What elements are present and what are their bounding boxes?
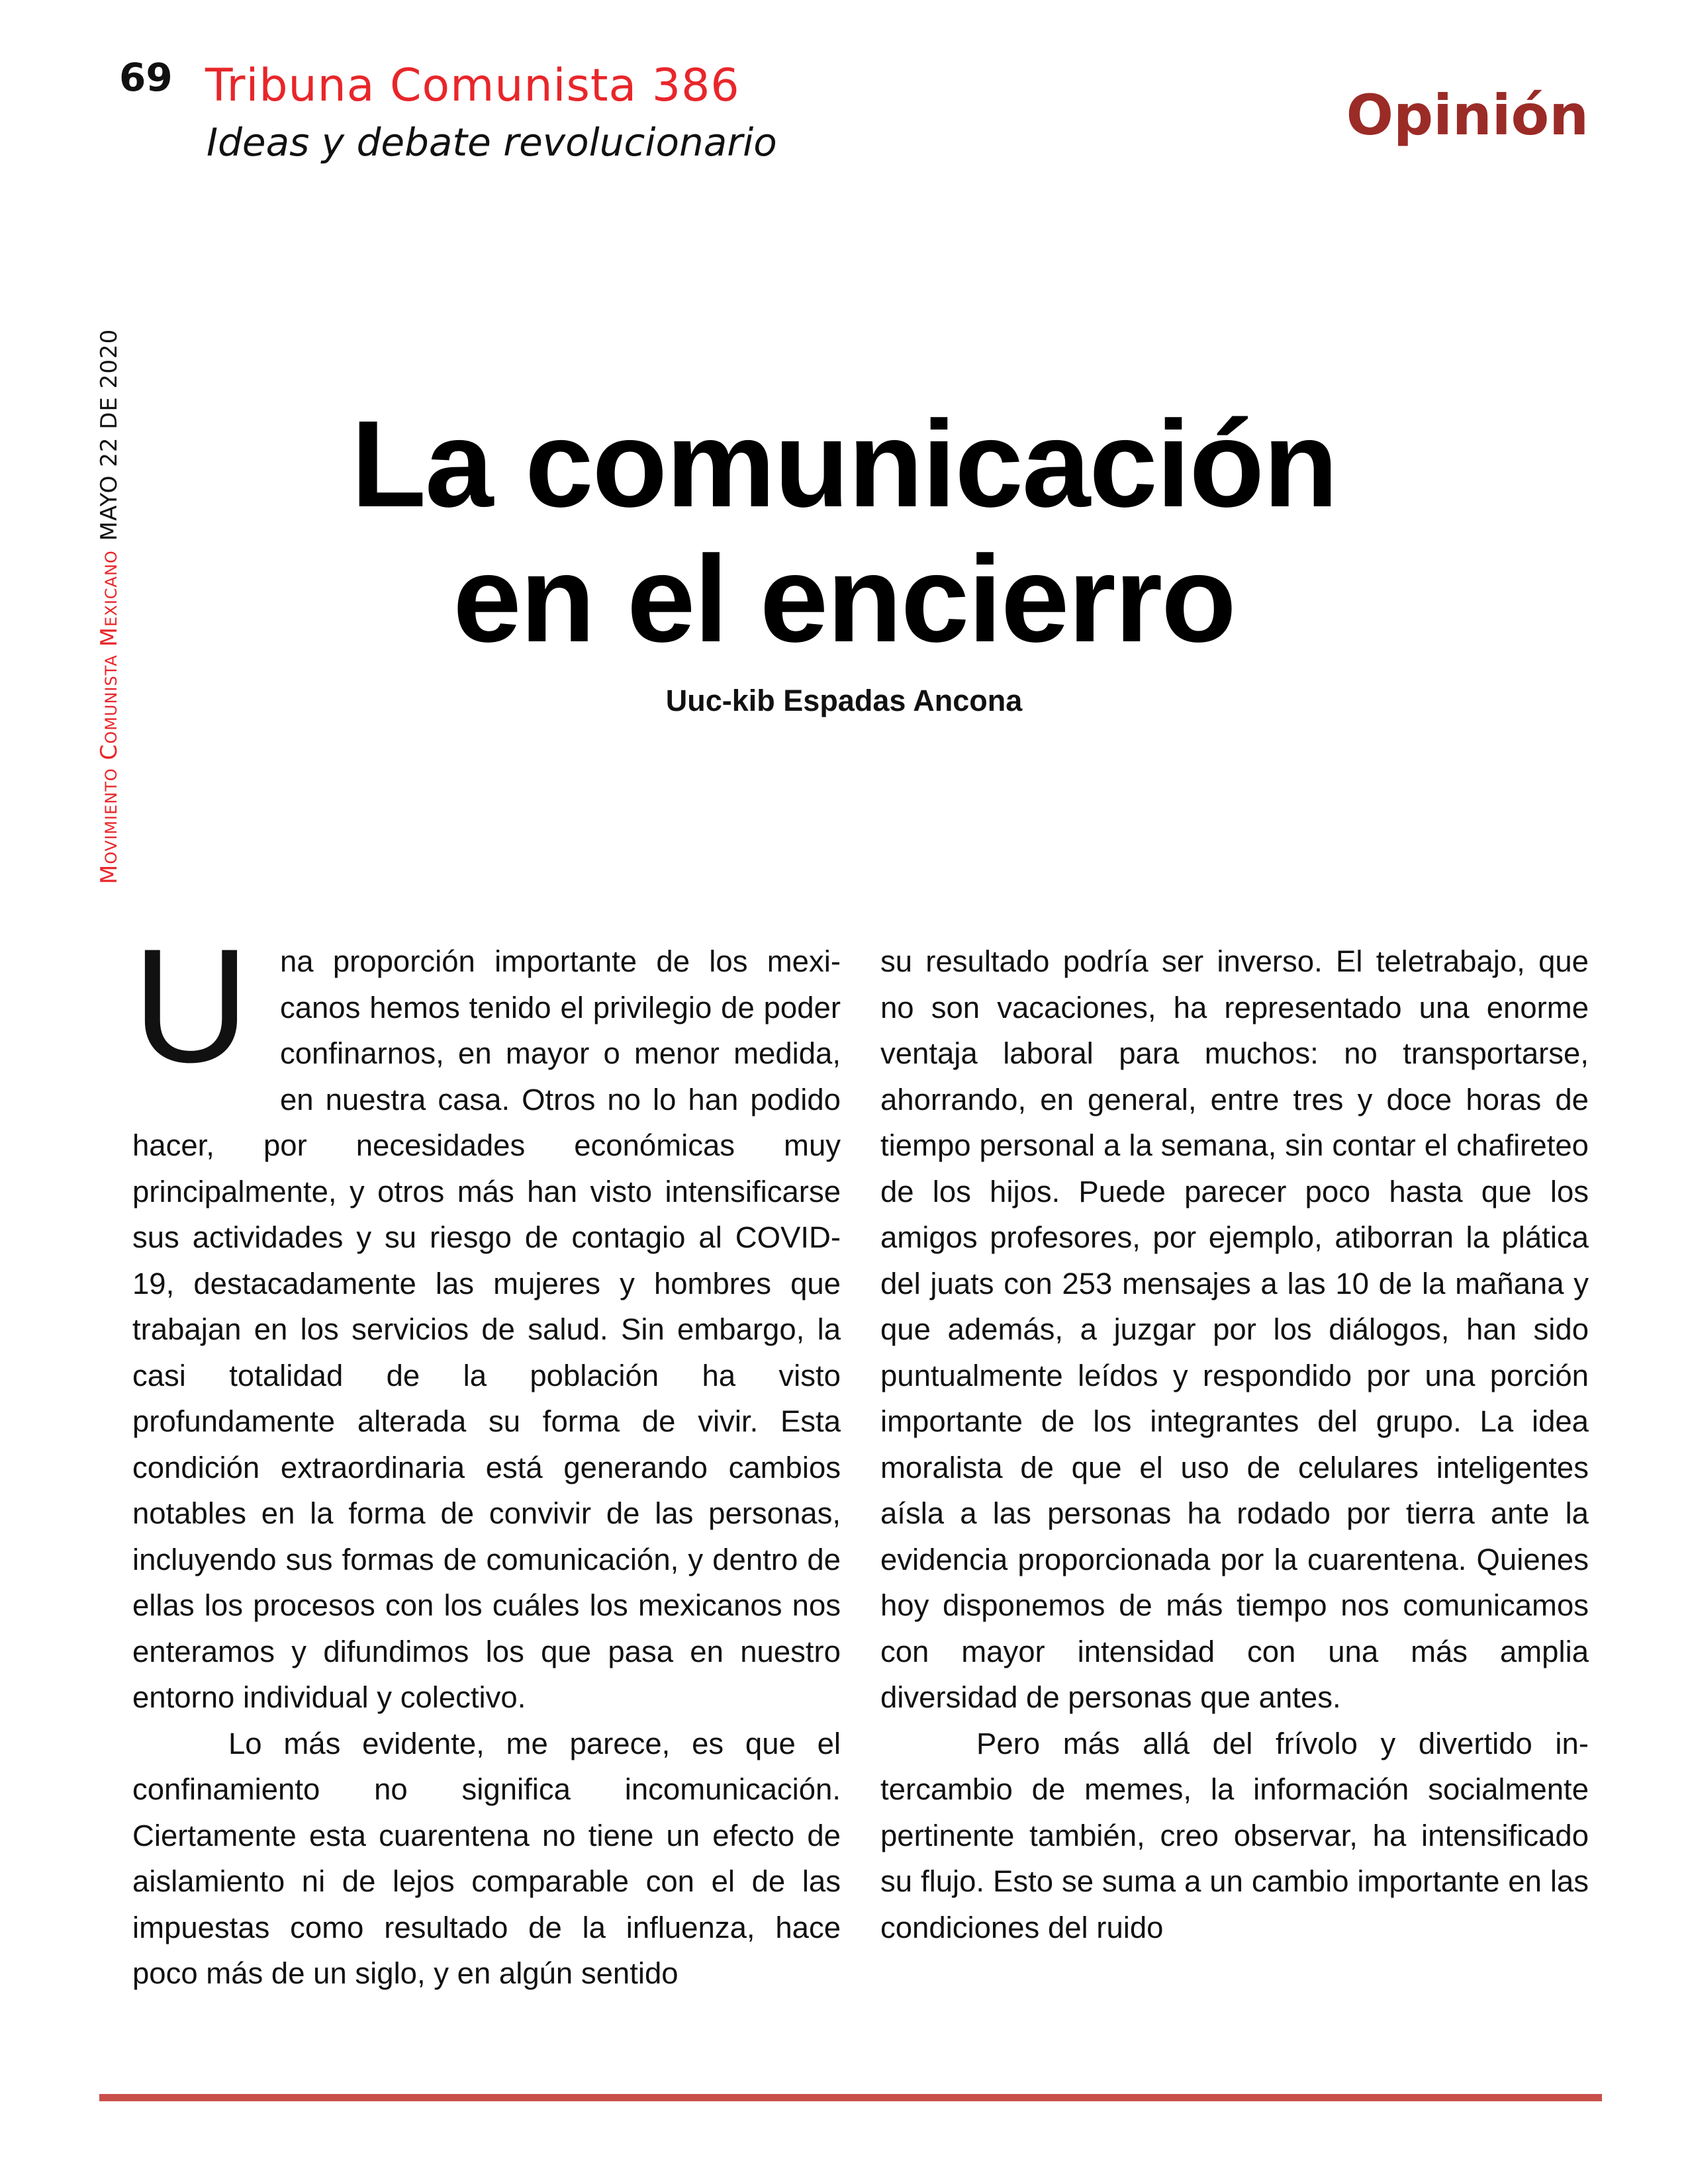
article-title bbox=[199, 397, 1489, 667]
left-paragraph-1 bbox=[132, 915, 841, 1721]
right-column bbox=[880, 938, 1589, 1950]
left-column bbox=[132, 915, 841, 1997]
organization-name: Movimiento Comunista Mexicano bbox=[96, 550, 122, 884]
article-title-line-2: en el encierro bbox=[453, 531, 1235, 668]
left-paragraph-2: Lo más evidente, me parece, es que el confinamiento no significa incomunicación. Ciertamente esta cuarentena no tiene un efecto de aislamiento ni de lejos comparable con el de las impuestas como resultado de la influenza, hace poco más de un siglo, y en algún sentido bbox=[132, 1726, 841, 1990]
drop-cap: U bbox=[132, 915, 250, 1096]
side-strip bbox=[98, 329, 120, 884]
left-paragraph-1-text: na proporción importante de los mexicanos hemos tenido el privilegio de poder confinarnos, en mayor o menor medida, en nuestra casa. Otros no lo han podido hacer, por necesidades económicas muy principalmente, y otros más han visto intensificarse sus actividades y su riesgo de contagio al COVID-19, destacadamente las mujeres y hombres que trabajan en los servicios de salud. Sin embargo, la casi totalidad de la población ha visto profundamente alterada su forma de vivir. Esta condición extraordinaria está generando cambios notables en la forma de convivir de las personas, incluyendo sus formas de comunicación, y dentro de ellas los procesos con los cuáles los mexicanos nos enteramos y difundimos los que pasa en nuestro entorno individual y colectivo. bbox=[132, 944, 841, 1714]
right-paragraph-2: Pero más allá del frívolo y divertido intercambio de memes, la información socialmente pertinente también, creo observar, ha intensificado su flujo. Esto se suma a un cambio importante en las condiciones del ruido bbox=[880, 1726, 1589, 1944]
section-label: Opinión bbox=[1346, 83, 1589, 148]
article-title-line-1: La comunicación bbox=[351, 396, 1337, 533]
publication-title: Tribuna Comunista 386 bbox=[205, 60, 740, 112]
issue-date: MAYO 22 DE 2020 bbox=[96, 328, 122, 541]
right-paragraph-1: su resultado podría ser inverso. El teletrabajo, que no son vacaciones, ha representado una enorme ventaja laboral para muchos: no transportarse, ahorrando, en general, entre tres y doce horas de tiempo personal a la semana, sin contar el chafireteo de los hijos. Puede parecer poco hasta que los amigos profesores, por ejemplo, atiborran la plática del juats con 253 mensajes a las 10 de la mañana y que además, a juzgar por los diálogos, han sido puntualmente leídos y respondido por una porción importante de los integrantes del grupo. La idea moralista de que el uso de celulares inteligentes aísla a las personas ha rodado por tierra ante la evidencia proporcionada por la cuarentena. Quienes hoy disponemos de más tiempo nos comunicamos con mayor intensidad con una más amplia diversidad de personas que antes. bbox=[880, 944, 1589, 1714]
article-author: Uuc-kib Espadas Ancona bbox=[665, 684, 1023, 717]
page-number: 69 bbox=[119, 55, 173, 100]
bottom-rule bbox=[99, 2094, 1602, 2101]
publication-tagline: Ideas y debate revolucionario bbox=[207, 120, 777, 165]
